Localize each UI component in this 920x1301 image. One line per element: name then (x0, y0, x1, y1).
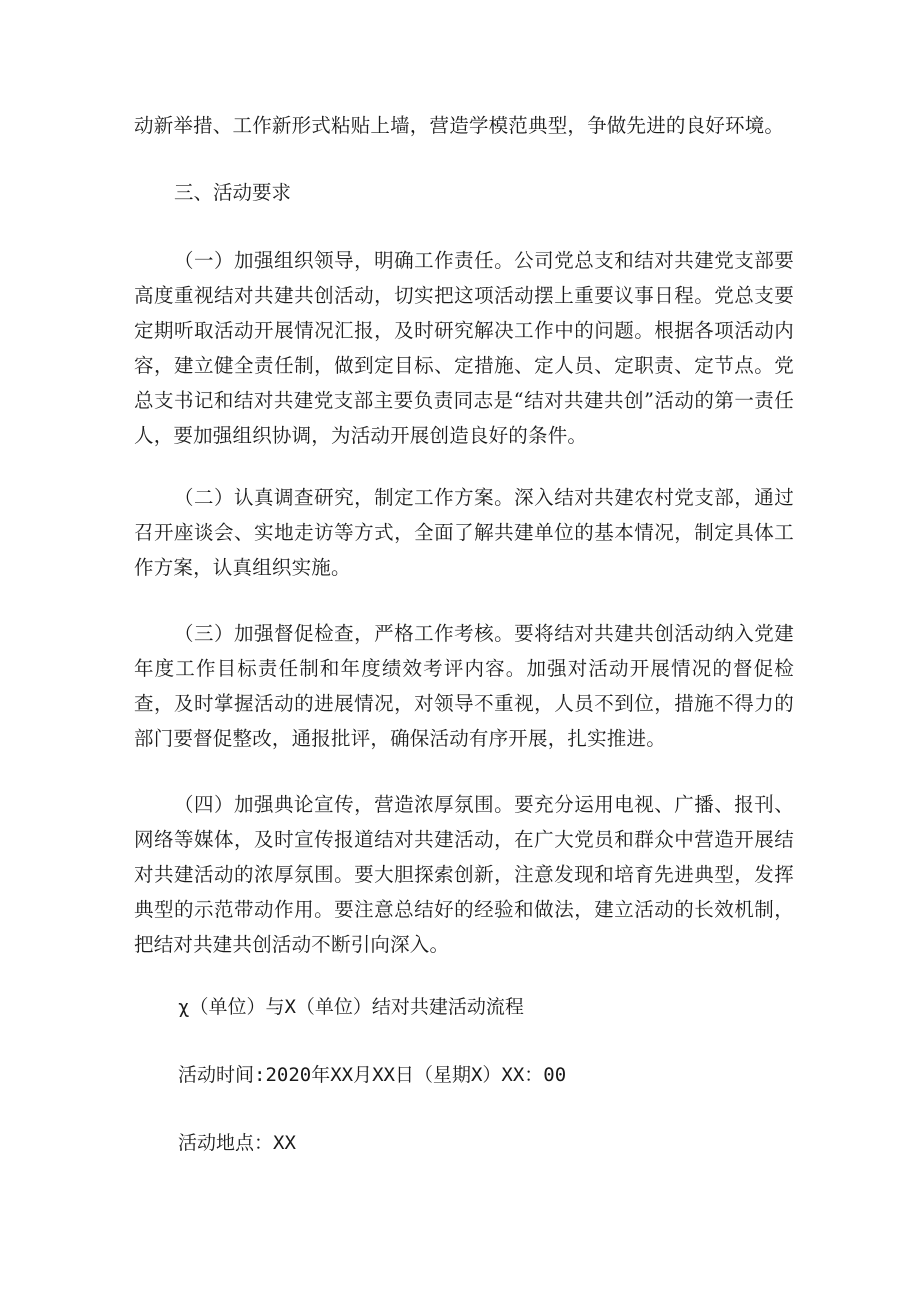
paragraph-4: （四）加强典论宣传，营造浓厚氛围。要充分运用电视、广播、报刊、网络等媒体，及时宣传报道结对共建活动，在广大党员和群众中营造开展结对共建活动的浓厚氛围。要大胆探索创新，注意发现和培育先进典型，发挥典型的示范带动作用。要注意总结好的经验和做法，建立活动的长效机制，把结对共建共创活动不断引向深入。 (134, 793, 794, 956)
flow-title: χ（单位）与X（单位）结对共建活动流程 (178, 996, 524, 1018)
section-heading: 三、活动要求 (174, 181, 292, 204)
paragraph-2: （二）认真调查研究，制定工作方案。深入结对共建农村党支部，通过召开座谈会、实地走访等方式，全面了解共建单位的基本情况，制定具体工作方案，认真组织实施。 (134, 486, 794, 579)
paragraph-3: （三）加强督促检查，严格工作考核。要将结对共建共创活动纳入党建年度工作目标责任制和年度绩效考评内容。加强对活动开展情况的督促检查，及时掌握活动的进展情况，对领导不重视，人员不到位，措施不得力的部门要督促整改，通报批评，确保活动有序开展，扎实推进。 (134, 622, 794, 750)
continuation-text: 动新举措、工作新形式粘贴上墙，营造学模范典型，争做先进的良好环境。 (134, 114, 785, 137)
activity-place: 活动地点：XX (178, 1132, 296, 1154)
paragraph-1: （一）加强组织领导，明确工作责任。公司党总支和结对共建党支部要高度重视结对共建共创活动，切实把这项活动摆上重要议事日程。党总支要定期听取活动开展情况汇报，及时研究解决工作中的问题。根据各项活动内容，建立健全责任制，做到定目标、定措施、定人员、定职责、定节点。党总支书记和结对共建党支部主要负责同志是“结对共建共创”活动的第一责任人，要加强组织协调，为活动开展创造良好的条件。 (134, 249, 794, 447)
activity-time: 活动时间:2020年XX月XX日（星期X）XX：00 (178, 1064, 567, 1086)
